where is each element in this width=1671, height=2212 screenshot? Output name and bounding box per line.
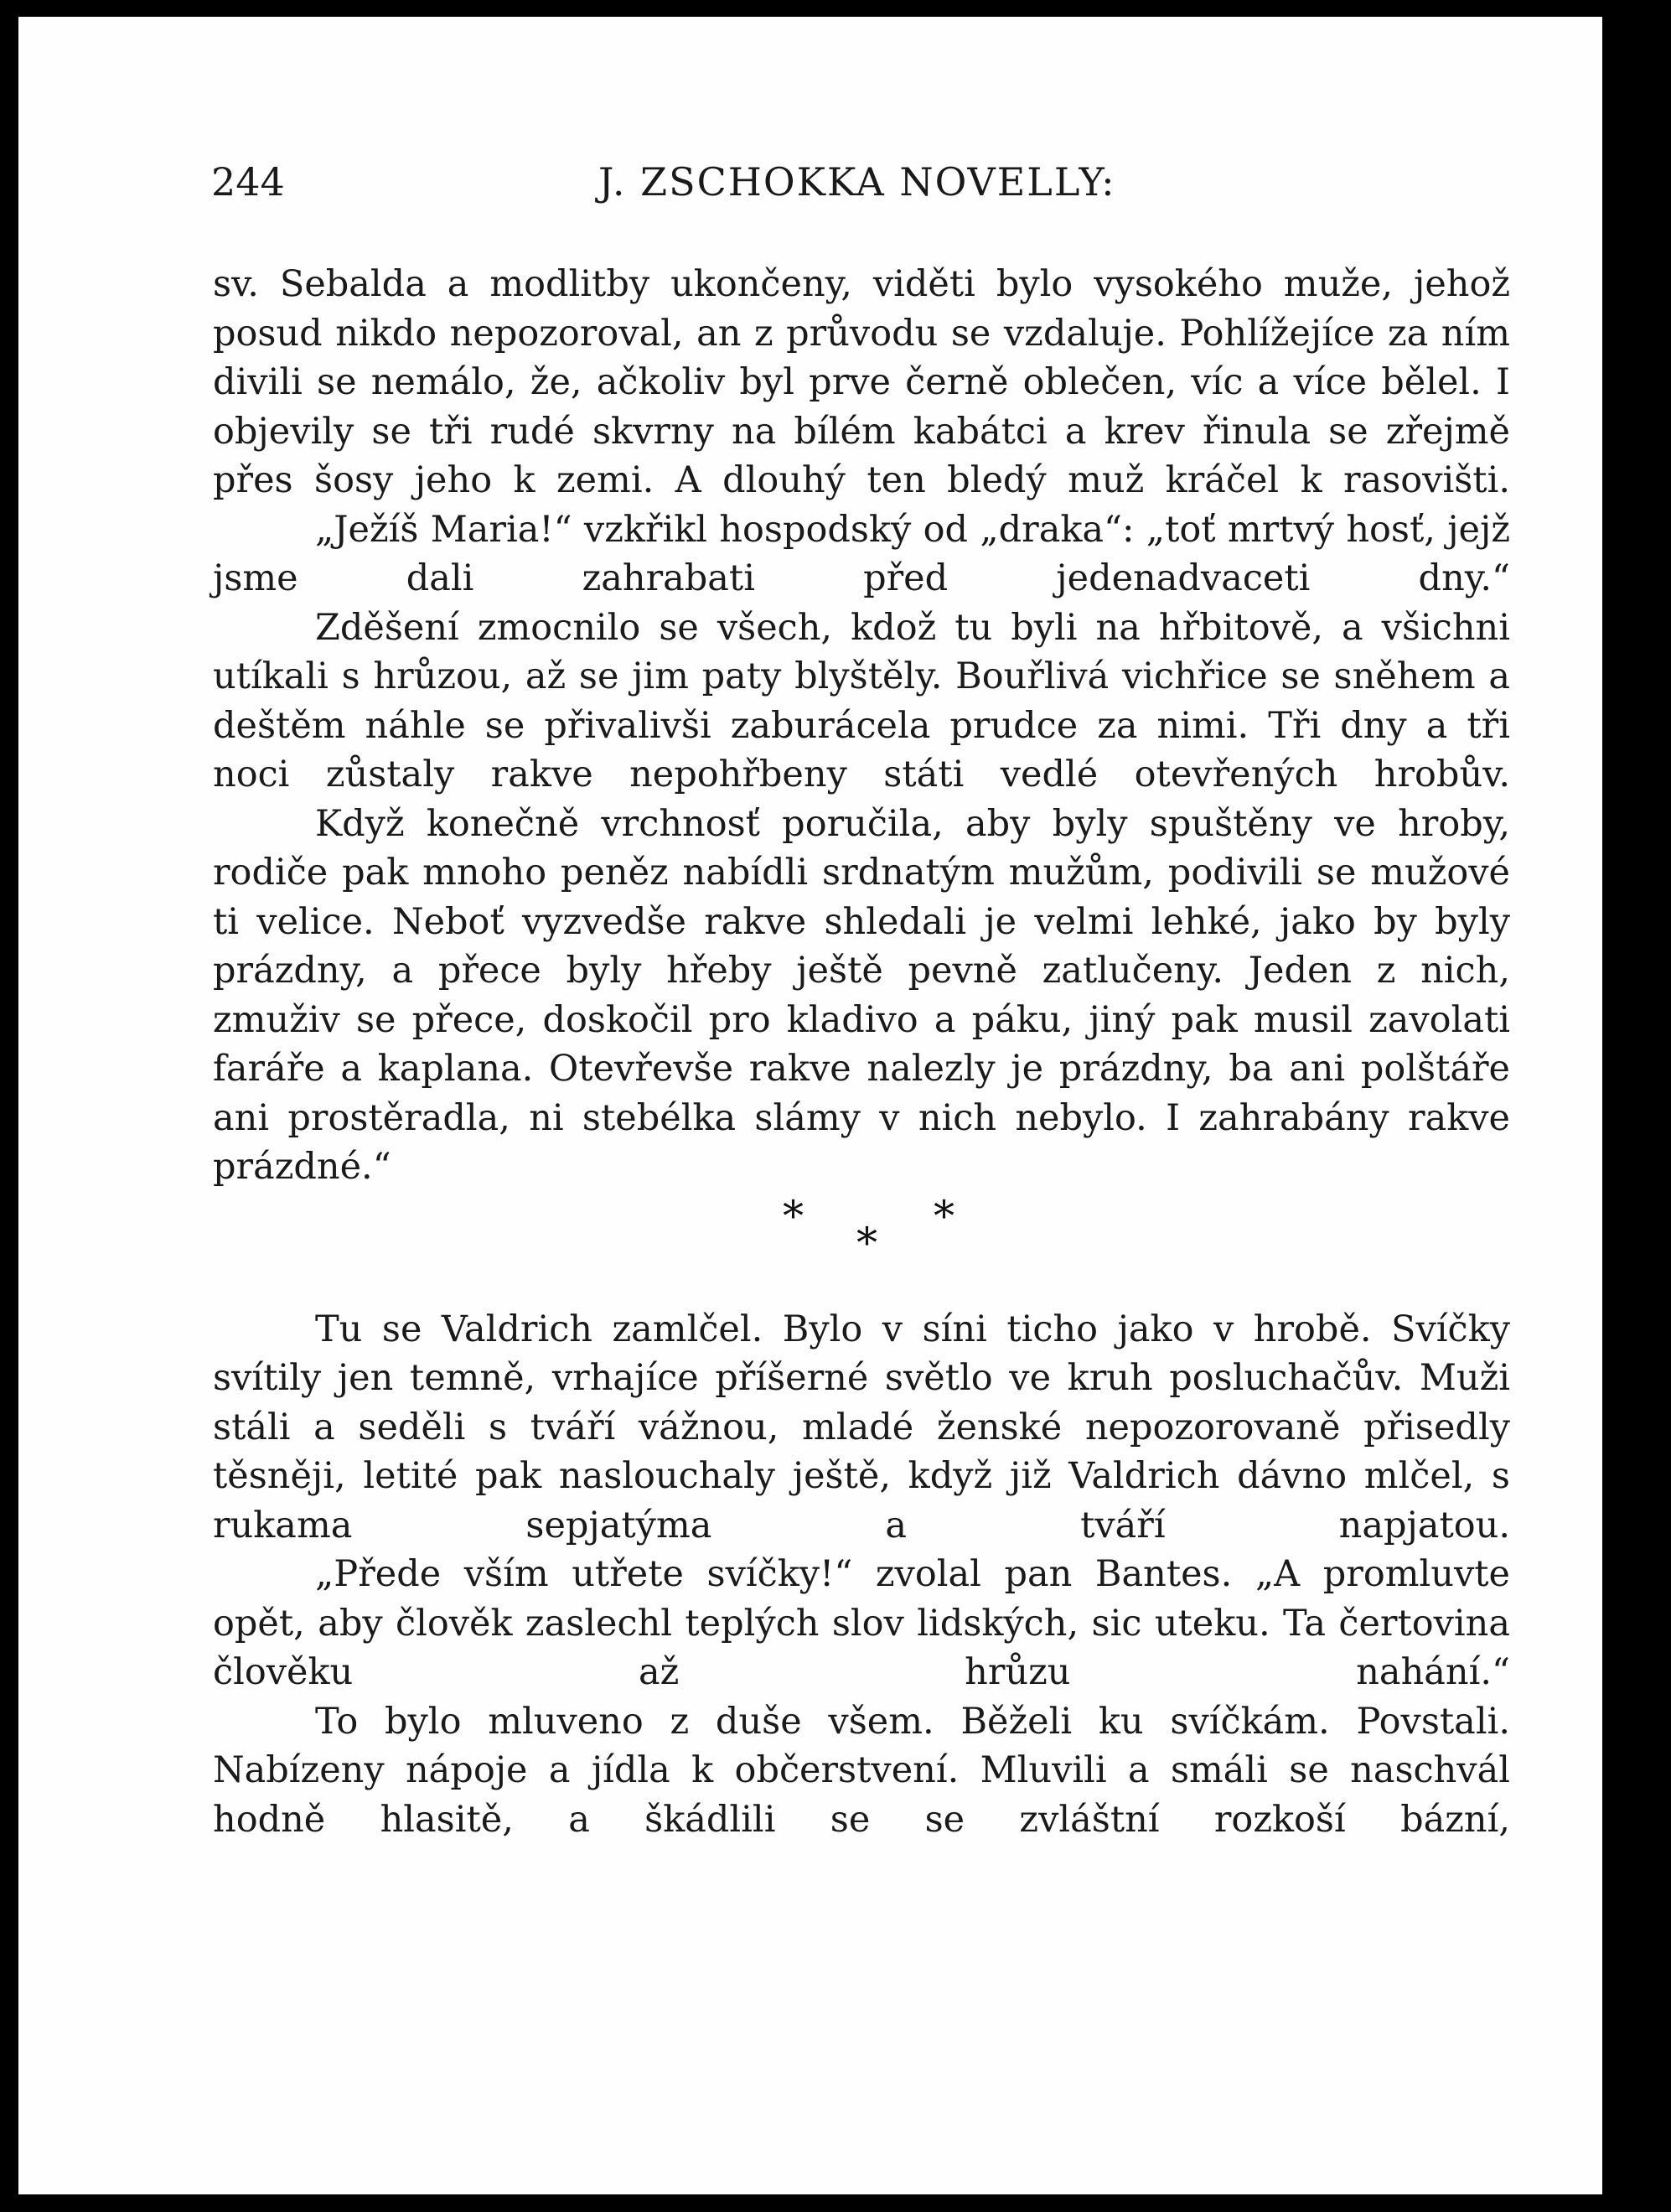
paragraph: sv. Sebalda a modlitby ukončeny, viděti bylo vysokého muže, jehož posud nikdo nepozoroval, an z průvodu se vzdaluje. Pohlížejíce za ním divili se nemálo, že, ačkoliv byl prve černě oblečen, víc a více bělel. I objevily se tři rudé skvrny na bílém kabátci a krev řinula se zřejmě přes šosy jeho k zemi. A dlouhý ten bledý muž kráčel k rasovišti. (213, 263, 1510, 501)
section-break-asterism (213, 1192, 1510, 1305)
book-page (18, 17, 1602, 2194)
page-number: 244 (211, 159, 285, 205)
paragraph: To bylo mluveno z duše všem. Běželi ku svíčkám. Povstali. Nabízeny nápoje a jídla k občerstvení. Mluvili a smáli se naschvál hodně hlasitě, a škádlili se se zvláštní rozkoší bázní, (213, 1700, 1510, 1841)
asterism-star: * (783, 1191, 804, 1241)
paragraph: Když konečně vrchnosť poručila, aby byly spuštěny ve hroby, rodiče pak mnoho peněz nabídli srdnatým mužům, podivili se mužové ti velice. Neboť vyzvedše rakve shledali je velmi lehké, jako by byly prázdny, a přece byly hřeby ještě pevně zatlučeny. Jeden z nich, zmuživ se přece, doskočil pro kladivo a páku, jiný pak musil zavolati faráře a kaplana. Otevřevše rakve nalezly je prázdny, ba ani polštáře ani prostěradla, ni stebélka slámy v nich nebylo. I zahrabány rakve prázdné.“ (213, 802, 1510, 1188)
asterism-star: * (934, 1191, 954, 1241)
scan-border (1622, 0, 1671, 2212)
running-title: J. ZSCHOKKA NOVELLY: (598, 159, 1116, 205)
body-text (213, 260, 1510, 1844)
paragraph: Tu se Valdrich zamlčel. Bylo v síni ticho jako v hrobě. Svíčky svítily jen temně, vrhajíce příšerné světlo ve kruh posluchačův. Muži stáli a seděli s tváří vážnou, mladé ženské nepozorovaně přisedly těsněji, letité pak naslouchaly ještě, když již Valdrich dávno mlčel, s rukama sepjatýma a tváří napjatou. (213, 1308, 1510, 1546)
page-header (18, 159, 1602, 218)
asterism-star: * (856, 1218, 877, 1267)
paragraph: „Přede vším utřete svíčky!“ zvolal pan Bantes. „A promluvte opět, aby člověk zaslechl teplých slov lidských, sic uteku. Ta čertovina člověku až hrůzu nahání.“ (213, 1553, 1510, 1693)
paragraph: Zděšení zmocnilo se všech, kdož tu byli na hřbitově, a všichni utíkali s hrůzou, až se jim paty blyštěly. Bouřlivá vichřice se sněhem a deštěm náhle se přivalivši zaburácela prudce za nimi. Tři dny a tři noci zůstaly rakve nepohřbeny státi vedlé otevřených hrobův. (213, 606, 1510, 795)
paragraph: „Ježíš Maria!“ vzkřikl hospodský od „draka“: „toť mrtvý hosť, jejž jsme dali zahrabati před jedenadvaceti dny.“ (213, 508, 1510, 599)
